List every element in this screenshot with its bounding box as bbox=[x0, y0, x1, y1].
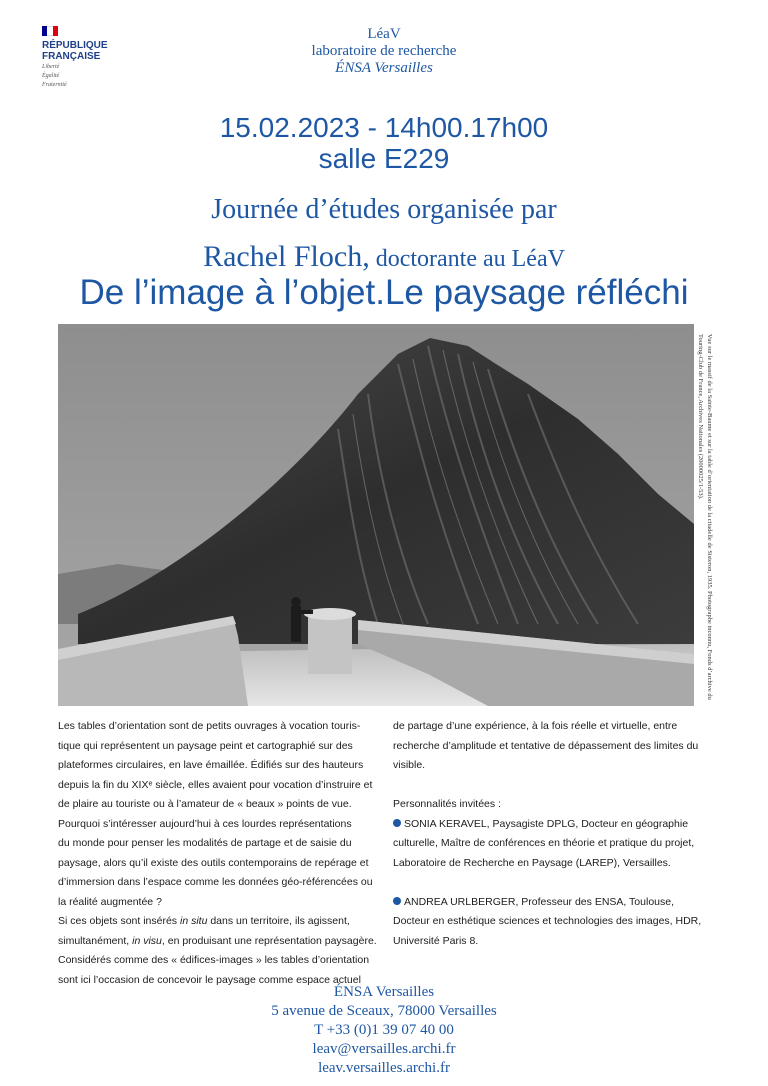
desc-line: de partage d’une expérience, à la fois réelle et virtuelle, entre bbox=[393, 720, 678, 732]
footer-address: 5 avenue de Sceaux, 78000 Versailles bbox=[271, 1003, 497, 1019]
guest-2-line: Université Paris 8. bbox=[393, 934, 479, 947]
desc-line: de plaire au touriste ou à l’amateur de « beaux » points de vue. bbox=[58, 798, 352, 810]
desc-italic: in visu bbox=[132, 934, 162, 947]
desc-line: visible. bbox=[393, 759, 426, 771]
lab-school: ÉNSA Versailles bbox=[335, 60, 433, 76]
desc-line: du monde pour penser les modalités de partage et de saisie du bbox=[58, 837, 352, 849]
description-column-1 bbox=[58, 717, 393, 990]
desc-line: d’immersion dans l’espace comme les données géo-référencées ou bbox=[58, 876, 373, 888]
organizer-line bbox=[0, 240, 768, 274]
bullet-icon bbox=[393, 897, 401, 905]
desc-text: dans un territoire, ils agissent, bbox=[207, 915, 350, 927]
mountain-photo-illustration bbox=[58, 324, 694, 706]
event-title: De l’image à l’objet.Le paysage réfléchi bbox=[79, 273, 689, 312]
footer-contact bbox=[0, 983, 768, 1078]
event-datetime: 15.02.2023 - 14h00.17h00 bbox=[219, 112, 549, 143]
desc-line-insitu bbox=[58, 912, 393, 932]
logo-motto-2: Égalité bbox=[42, 73, 60, 79]
photo-caption-text: Vue sur le massif de la Sainte-Baume et sur la table d’orientation de la citadelle de Sisteron, 1935. Photographe inconnu, Fonds d’archive du Touring-Club de France, Archives Nationales (20000025/1-53). bbox=[697, 334, 713, 700]
desc-line: plateformes circulaires, en lave émaillée. Édifiés sur des hauteurs bbox=[58, 759, 364, 771]
desc-line: recherche d’amplitude et tentative de dépassement des limites du bbox=[393, 739, 699, 752]
footer-school: ÉNSA Versailles bbox=[333, 984, 435, 1000]
logo-line-2: FRANÇAISE bbox=[42, 51, 101, 62]
guest-1-text: SONIA KERAVEL, Paysagiste DPLG, Docteur en géographie bbox=[404, 817, 689, 830]
logo-line-1: RÉPUBLIQUE bbox=[42, 40, 108, 51]
desc-line: paysage, alors qu’il existe des outils contemporains de repérage et bbox=[58, 856, 369, 869]
desc-text: Si ces objets sont insérés bbox=[58, 915, 180, 927]
logo-motto-3: Fraternité bbox=[42, 82, 67, 88]
desc-line-invisu bbox=[58, 932, 393, 952]
bullet-icon bbox=[393, 819, 401, 827]
desc-line: depuis la fin du XIXᵉ siècle, elles avaient pour vocation d’instruire et bbox=[58, 778, 373, 791]
desc-line: Considérés comme des « édifices-images » les tables d’orientation bbox=[58, 954, 370, 966]
logo-motto-1: Liberté bbox=[42, 64, 60, 70]
guest-1-line: Laboratoire de Recherche en Paysage (LAREP), Versailles. bbox=[393, 856, 671, 869]
organizer-role: doctorante au LéaV bbox=[369, 246, 565, 272]
event-room: salle E229 bbox=[318, 143, 450, 174]
landscape-photo bbox=[58, 324, 694, 706]
guest-2-text: ANDREA URLBERGER, Professeur des ENSA, Toulouse, bbox=[404, 895, 675, 908]
lab-name: LéaV bbox=[367, 26, 401, 42]
desc-line: tique qui représentent un paysage peint et cartographié sur des bbox=[58, 739, 353, 752]
desc-line: Pourquoi s’intéresser aujourd’hui à ces lourdes représentations bbox=[58, 817, 352, 830]
guests-heading: Personnalités invitées : bbox=[393, 798, 501, 810]
organized-by: Journée d’études organisée par bbox=[211, 194, 557, 225]
footer-email[interactable]: leav@versailles.archi.fr bbox=[312, 1041, 456, 1057]
organizer-name: Rachel Floch, bbox=[203, 240, 370, 273]
guest-2-line bbox=[393, 893, 738, 913]
desc-line: sont ici l’occasion de concevoir le paysage comme espace actuel bbox=[58, 973, 361, 986]
event-date-block bbox=[0, 112, 768, 174]
photo-caption bbox=[693, 334, 721, 704]
desc-italic: in situ bbox=[179, 915, 208, 927]
footer-website[interactable]: leav.versailles.archi.fr bbox=[318, 1060, 450, 1076]
desc-text: , en produisant une représentation paysagère. bbox=[161, 934, 377, 947]
footer-phone: T +33 (0)1 39 07 40 00 bbox=[314, 1022, 454, 1038]
lab-subtitle: laboratoire de recherche bbox=[311, 43, 457, 59]
desc-text: simultanément, bbox=[58, 934, 133, 947]
guest-1-line bbox=[393, 815, 738, 835]
guest-2-line: Docteur en esthétique sciences et technologies des images, HDR, bbox=[393, 915, 702, 927]
desc-line: Les tables d’orientation sont de petits ouvrages à vocation touris- bbox=[58, 720, 361, 732]
desc-line: la réalité augmentée ? bbox=[58, 895, 162, 908]
description-column-2 bbox=[393, 717, 738, 951]
lab-header bbox=[0, 26, 768, 77]
guest-1-line: culturelle, Maître de conférences en théorie et pratique du projet, bbox=[393, 837, 695, 849]
